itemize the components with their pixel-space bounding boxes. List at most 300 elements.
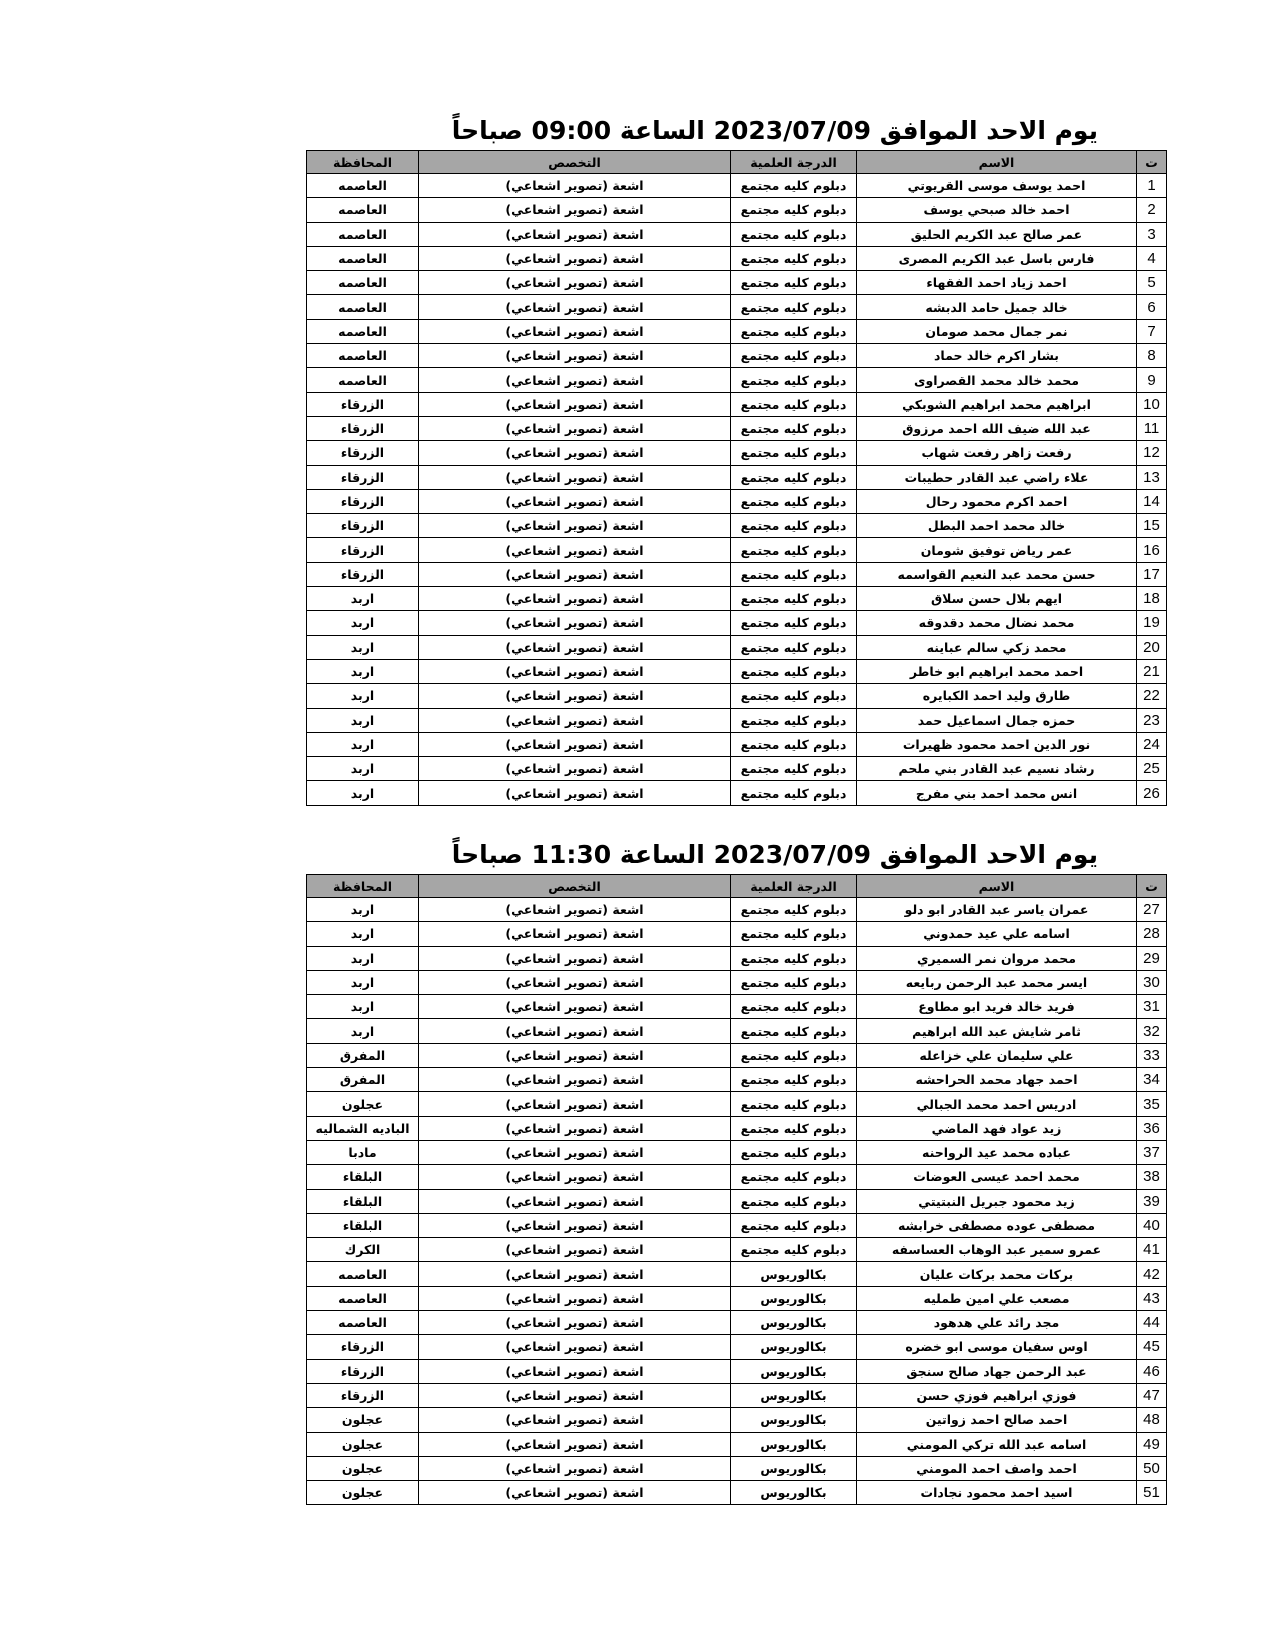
cell-governorate: البلقاء — [307, 1165, 419, 1189]
cell-specialty: اشعة (تصوير اشعاعي) — [419, 1165, 731, 1189]
cell-num: 11 — [1137, 416, 1167, 440]
cell-name: ادريس احمد محمد الجبالي — [857, 1092, 1137, 1116]
table-row — [307, 562, 1167, 586]
cell-name: اسامه علي عيد حمدوني — [857, 922, 1137, 946]
table-row — [307, 1140, 1167, 1164]
cell-governorate: الزرقاء — [307, 562, 419, 586]
cell-specialty: اشعة (تصوير اشعاعي) — [419, 635, 731, 659]
table-row — [307, 1311, 1167, 1335]
cell-num: 13 — [1137, 465, 1167, 489]
session-1-table — [306, 150, 1167, 806]
cell-name: عمرو سمير عبد الوهاب العساسفه — [857, 1238, 1137, 1262]
table-row — [307, 1481, 1167, 1505]
cell-num: 48 — [1137, 1408, 1167, 1432]
table-row — [307, 392, 1167, 416]
cell-degree: بكالوريوس — [731, 1359, 857, 1383]
cell-governorate: العاصمه — [307, 344, 419, 368]
cell-specialty: اشعة (تصوير اشعاعي) — [419, 441, 731, 465]
cell-governorate: الزرقاء — [307, 538, 419, 562]
cell-degree: دبلوم كليه مجتمع — [731, 1019, 857, 1043]
cell-specialty: اشعة (تصوير اشعاعي) — [419, 222, 731, 246]
cell-num: 6 — [1137, 295, 1167, 319]
cell-specialty: اشعة (تصوير اشعاعي) — [419, 1383, 731, 1407]
cell-num: 26 — [1137, 781, 1167, 805]
cell-degree: دبلوم كليه مجتمع — [731, 635, 857, 659]
cell-degree: دبلوم كليه مجتمع — [731, 898, 857, 922]
table-row — [307, 1456, 1167, 1480]
cell-num: 2 — [1137, 198, 1167, 222]
header-degree: الدرجة العلمية — [731, 151, 857, 174]
cell-specialty: اشعة (تصوير اشعاعي) — [419, 1359, 731, 1383]
table-row — [307, 1019, 1167, 1043]
cell-governorate: الزرقاء — [307, 392, 419, 416]
cell-specialty: اشعة (تصوير اشعاعي) — [419, 898, 731, 922]
cell-num: 24 — [1137, 732, 1167, 756]
cell-specialty: اشعة (تصوير اشعاعي) — [419, 392, 731, 416]
cell-num: 12 — [1137, 441, 1167, 465]
cell-degree: دبلوم كليه مجتمع — [731, 1238, 857, 1262]
session-1 — [306, 112, 1166, 806]
cell-num: 49 — [1137, 1432, 1167, 1456]
cell-specialty: اشعة (تصوير اشعاعي) — [419, 1335, 731, 1359]
cell-specialty: اشعة (تصوير اشعاعي) — [419, 1043, 731, 1067]
cell-num: 39 — [1137, 1189, 1167, 1213]
cell-degree: دبلوم كليه مجتمع — [731, 392, 857, 416]
cell-num: 47 — [1137, 1383, 1167, 1407]
session-2-rows — [307, 898, 1167, 1505]
cell-specialty: اشعة (تصوير اشعاعي) — [419, 1213, 731, 1237]
table-row — [307, 1189, 1167, 1213]
cell-num: 10 — [1137, 392, 1167, 416]
cell-specialty: اشعة (تصوير اشعاعي) — [419, 922, 731, 946]
cell-governorate: اربد — [307, 757, 419, 781]
table-row — [307, 416, 1167, 440]
cell-governorate: عجلون — [307, 1432, 419, 1456]
cell-name: حسن محمد عبد النعيم القواسمه — [857, 562, 1137, 586]
cell-num: 29 — [1137, 946, 1167, 970]
cell-num: 3 — [1137, 222, 1167, 246]
cell-governorate: اربد — [307, 781, 419, 805]
cell-name: مجد رائد علي هدهود — [857, 1311, 1137, 1335]
cell-name: ايسر محمد عبد الرحمن ربايعه — [857, 970, 1137, 994]
table-row — [307, 995, 1167, 1019]
cell-name: فارس باسل عبد الكريم المصرى — [857, 246, 1137, 270]
cell-governorate: اربد — [307, 635, 419, 659]
table-row — [307, 174, 1167, 198]
table-row — [307, 368, 1167, 392]
table-row — [307, 1383, 1167, 1407]
table-row — [307, 1286, 1167, 1310]
cell-specialty: اشعة (تصوير اشعاعي) — [419, 514, 731, 538]
cell-name: بركات محمد بركات عليان — [857, 1262, 1137, 1286]
table-row — [307, 441, 1167, 465]
cell-name: محمد احمد عيسى العوضات — [857, 1165, 1137, 1189]
cell-num: 22 — [1137, 684, 1167, 708]
cell-name: علاء راضي عبد القادر حطيبات — [857, 465, 1137, 489]
cell-specialty: اشعة (تصوير اشعاعي) — [419, 1140, 731, 1164]
cell-governorate: اربد — [307, 587, 419, 611]
cell-name: مصعب علي امين طمليه — [857, 1286, 1137, 1310]
cell-specialty: اشعة (تصوير اشعاعي) — [419, 995, 731, 1019]
cell-governorate: الزرقاء — [307, 1335, 419, 1359]
table-row — [307, 246, 1167, 270]
cell-name: احمد يوسف موسى القريوتي — [857, 174, 1137, 198]
header-specialty: التخصص — [419, 875, 731, 898]
table-row — [307, 271, 1167, 295]
table-row — [307, 295, 1167, 319]
cell-governorate: الزرقاء — [307, 441, 419, 465]
cell-num: 27 — [1137, 898, 1167, 922]
cell-num: 14 — [1137, 489, 1167, 513]
cell-specialty: اشعة (تصوير اشعاعي) — [419, 465, 731, 489]
cell-degree: دبلوم كليه مجتمع — [731, 295, 857, 319]
cell-name: احمد زياد احمد الفقهاء — [857, 271, 1137, 295]
table-row — [307, 635, 1167, 659]
cell-governorate: العاصمه — [307, 368, 419, 392]
cell-name: عباده محمد عيد الرواحنه — [857, 1140, 1137, 1164]
cell-num: 16 — [1137, 538, 1167, 562]
cell-specialty: اشعة (تصوير اشعاعي) — [419, 1019, 731, 1043]
session-1-title: يوم الاحد الموافق 2023/07/09 الساعة 09:00 صباحاً — [451, 116, 1098, 145]
table-row — [307, 1432, 1167, 1456]
header-governorate: المحافظة — [307, 875, 419, 898]
table-row — [307, 1335, 1167, 1359]
cell-governorate: العاصمه — [307, 319, 419, 343]
cell-degree: بكالوريوس — [731, 1286, 857, 1310]
cell-governorate: اربد — [307, 659, 419, 683]
cell-specialty: اشعة (تصوير اشعاعي) — [419, 708, 731, 732]
cell-name: انس محمد احمد بني مفرج — [857, 781, 1137, 805]
cell-degree: دبلوم كليه مجتمع — [731, 684, 857, 708]
cell-specialty: اشعة (تصوير اشعاعي) — [419, 1432, 731, 1456]
cell-num: 44 — [1137, 1311, 1167, 1335]
table-row — [307, 1359, 1167, 1383]
cell-governorate: العاصمه — [307, 198, 419, 222]
cell-degree: دبلوم كليه مجتمع — [731, 198, 857, 222]
cell-degree: دبلوم كليه مجتمع — [731, 465, 857, 489]
cell-num: 25 — [1137, 757, 1167, 781]
cell-degree: بكالوريوس — [731, 1408, 857, 1432]
cell-governorate: اربد — [307, 995, 419, 1019]
cell-degree: دبلوم كليه مجتمع — [731, 611, 857, 635]
cell-degree: دبلوم كليه مجتمع — [731, 368, 857, 392]
cell-num: 31 — [1137, 995, 1167, 1019]
cell-governorate: العاصمه — [307, 222, 419, 246]
table-row — [307, 489, 1167, 513]
cell-name: احمد محمد ابراهيم ابو خاطر — [857, 659, 1137, 683]
table-row — [307, 708, 1167, 732]
cell-specialty: اشعة (تصوير اشعاعي) — [419, 1238, 731, 1262]
cell-governorate: العاصمه — [307, 174, 419, 198]
cell-governorate: مادبا — [307, 1140, 419, 1164]
cell-degree: دبلوم كليه مجتمع — [731, 514, 857, 538]
cell-degree: دبلوم كليه مجتمع — [731, 708, 857, 732]
cell-specialty: اشعة (تصوير اشعاعي) — [419, 1189, 731, 1213]
cell-name: طارق وليد احمد الكبايره — [857, 684, 1137, 708]
cell-specialty: اشعة (تصوير اشعاعي) — [419, 1286, 731, 1310]
cell-name: رشاد نسيم عبد القادر بني ملحم — [857, 757, 1137, 781]
cell-num: 50 — [1137, 1456, 1167, 1480]
cell-specialty: اشعة (تصوير اشعاعي) — [419, 489, 731, 513]
cell-num: 42 — [1137, 1262, 1167, 1286]
cell-specialty: اشعة (تصوير اشعاعي) — [419, 781, 731, 805]
cell-governorate: الزرقاء — [307, 416, 419, 440]
cell-num: 1 — [1137, 174, 1167, 198]
cell-num: 9 — [1137, 368, 1167, 392]
cell-specialty: اشعة (تصوير اشعاعي) — [419, 368, 731, 392]
cell-num: 21 — [1137, 659, 1167, 683]
header-governorate: المحافظة — [307, 151, 419, 174]
cell-specialty: اشعة (تصوير اشعاعي) — [419, 538, 731, 562]
cell-name: مصطفى عوده مصطفى خرابشه — [857, 1213, 1137, 1237]
cell-degree: دبلوم كليه مجتمع — [731, 995, 857, 1019]
cell-name: عمر صالح عبد الكريم الحليق — [857, 222, 1137, 246]
cell-degree: بكالوريوس — [731, 1383, 857, 1407]
cell-degree: دبلوم كليه مجتمع — [731, 659, 857, 683]
session-2 — [306, 836, 1166, 1505]
cell-name: خالد محمد احمد البطل — [857, 514, 1137, 538]
cell-governorate: العاصمه — [307, 295, 419, 319]
cell-name: فريد خالد فريد ابو مطاوع — [857, 995, 1137, 1019]
cell-specialty: اشعة (تصوير اشعاعي) — [419, 562, 731, 586]
cell-specialty: اشعة (تصوير اشعاعي) — [419, 946, 731, 970]
cell-name: فوزي ابراهيم فوزي حسن — [857, 1383, 1137, 1407]
cell-degree: دبلوم كليه مجتمع — [731, 1043, 857, 1067]
cell-specialty: اشعة (تصوير اشعاعي) — [419, 970, 731, 994]
cell-specialty: اشعة (تصوير اشعاعي) — [419, 416, 731, 440]
cell-governorate: الزرقاء — [307, 1359, 419, 1383]
cell-governorate: اربد — [307, 732, 419, 756]
cell-governorate: اربد — [307, 898, 419, 922]
cell-name: احمد جهاد محمد الحراحشه — [857, 1068, 1137, 1092]
header-name: الاسم — [857, 875, 1137, 898]
cell-specialty: اشعة (تصوير اشعاعي) — [419, 344, 731, 368]
cell-num: 32 — [1137, 1019, 1167, 1043]
table-row — [307, 344, 1167, 368]
cell-specialty: اشعة (تصوير اشعاعي) — [419, 174, 731, 198]
cell-name: محمد خالد محمد القصراوى — [857, 368, 1137, 392]
cell-name: زيد عواد فهد الماضي — [857, 1116, 1137, 1140]
cell-specialty: اشعة (تصوير اشعاعي) — [419, 1408, 731, 1432]
cell-name: ابراهيم محمد ابراهيم الشوبكي — [857, 392, 1137, 416]
cell-degree: دبلوم كليه مجتمع — [731, 246, 857, 270]
table-row — [307, 946, 1167, 970]
cell-name: احمد اكرم محمود رحال — [857, 489, 1137, 513]
cell-governorate: الباديه الشماليه — [307, 1116, 419, 1140]
table-row — [307, 970, 1167, 994]
cell-num: 18 — [1137, 587, 1167, 611]
cell-num: 33 — [1137, 1043, 1167, 1067]
cell-name: محمد نضال محمد دقدوقه — [857, 611, 1137, 635]
cell-num: 46 — [1137, 1359, 1167, 1383]
table-row — [307, 514, 1167, 538]
cell-governorate: المفرق — [307, 1068, 419, 1092]
table-row — [307, 319, 1167, 343]
cell-specialty: اشعة (تصوير اشعاعي) — [419, 1092, 731, 1116]
table-row — [307, 757, 1167, 781]
header-num: ت — [1137, 875, 1167, 898]
table-row — [307, 1165, 1167, 1189]
cell-num: 37 — [1137, 1140, 1167, 1164]
cell-num: 43 — [1137, 1286, 1167, 1310]
cell-name: زيد محمود جبريل النبتيتي — [857, 1189, 1137, 1213]
cell-name: خالد جميل حامد الدبشه — [857, 295, 1137, 319]
table-row — [307, 465, 1167, 489]
cell-degree: بكالوريوس — [731, 1311, 857, 1335]
cell-degree: دبلوم كليه مجتمع — [731, 1165, 857, 1189]
cell-degree: بكالوريوس — [731, 1335, 857, 1359]
table-header-row — [307, 151, 1167, 174]
cell-num: 5 — [1137, 271, 1167, 295]
cell-degree: دبلوم كليه مجتمع — [731, 1140, 857, 1164]
cell-name: حمزه جمال اسماعيل حمد — [857, 708, 1137, 732]
cell-specialty: اشعة (تصوير اشعاعي) — [419, 319, 731, 343]
header-num: ت — [1137, 151, 1167, 174]
cell-specialty: اشعة (تصوير اشعاعي) — [419, 1262, 731, 1286]
cell-degree: دبلوم كليه مجتمع — [731, 174, 857, 198]
table-row — [307, 1238, 1167, 1262]
cell-specialty: اشعة (تصوير اشعاعي) — [419, 611, 731, 635]
cell-degree: بكالوريوس — [731, 1432, 857, 1456]
cell-name: احمد صالح احمد زواتين — [857, 1408, 1137, 1432]
table-row — [307, 898, 1167, 922]
cell-degree: دبلوم كليه مجتمع — [731, 562, 857, 586]
cell-governorate: اربد — [307, 684, 419, 708]
cell-name: عبد الرحمن جهاد صالح سنجق — [857, 1359, 1137, 1383]
cell-governorate: عجلون — [307, 1092, 419, 1116]
cell-degree: دبلوم كليه مجتمع — [731, 222, 857, 246]
cell-governorate: اربد — [307, 922, 419, 946]
cell-specialty: اشعة (تصوير اشعاعي) — [419, 1481, 731, 1505]
table-row — [307, 922, 1167, 946]
cell-governorate: الزرقاء — [307, 465, 419, 489]
cell-governorate: البلقاء — [307, 1189, 419, 1213]
cell-degree: دبلوم كليه مجتمع — [731, 732, 857, 756]
cell-specialty: اشعة (تصوير اشعاعي) — [419, 271, 731, 295]
session-2-title: يوم الاحد الموافق 2023/07/09 الساعة 11:30 صباحاً — [451, 840, 1098, 869]
table-row — [307, 1116, 1167, 1140]
cell-name: ايهم بلال حسن سلاق — [857, 587, 1137, 611]
cell-specialty: اشعة (تصوير اشعاعي) — [419, 757, 731, 781]
cell-num: 15 — [1137, 514, 1167, 538]
cell-num: 23 — [1137, 708, 1167, 732]
cell-specialty: اشعة (تصوير اشعاعي) — [419, 1456, 731, 1480]
table-row — [307, 611, 1167, 635]
table-row — [307, 1043, 1167, 1067]
table-row — [307, 198, 1167, 222]
cell-governorate: العاصمه — [307, 1262, 419, 1286]
cell-num: 36 — [1137, 1116, 1167, 1140]
table-row — [307, 732, 1167, 756]
table-row — [307, 659, 1167, 683]
cell-name: محمد مروان نمر السميري — [857, 946, 1137, 970]
cell-num: 30 — [1137, 970, 1167, 994]
header-degree: الدرجة العلمية — [731, 875, 857, 898]
cell-name: احمد واصف احمد المومني — [857, 1456, 1137, 1480]
cell-specialty: اشعة (تصوير اشعاعي) — [419, 732, 731, 756]
cell-name: محمد زكي سالم عباينه — [857, 635, 1137, 659]
cell-degree: بكالوريوس — [731, 1262, 857, 1286]
cell-specialty: اشعة (تصوير اشعاعي) — [419, 684, 731, 708]
cell-specialty: اشعة (تصوير اشعاعي) — [419, 246, 731, 270]
cell-num: 20 — [1137, 635, 1167, 659]
cell-num: 51 — [1137, 1481, 1167, 1505]
cell-specialty: اشعة (تصوير اشعاعي) — [419, 198, 731, 222]
cell-degree: بكالوريوس — [731, 1456, 857, 1480]
cell-governorate: الكرك — [307, 1238, 419, 1262]
table-row — [307, 587, 1167, 611]
session-2-table — [306, 874, 1167, 1505]
cell-governorate: العاصمه — [307, 246, 419, 270]
cell-degree: دبلوم كليه مجتمع — [731, 344, 857, 368]
cell-specialty: اشعة (تصوير اشعاعي) — [419, 659, 731, 683]
cell-degree: دبلوم كليه مجتمع — [731, 1189, 857, 1213]
cell-governorate: عجلون — [307, 1456, 419, 1480]
cell-name: عمر رياض توفيق شومان — [857, 538, 1137, 562]
cell-governorate: العاصمه — [307, 271, 419, 295]
cell-name: احمد خالد صبحي يوسف — [857, 198, 1137, 222]
table-row — [307, 684, 1167, 708]
cell-degree: دبلوم كليه مجتمع — [731, 441, 857, 465]
cell-governorate: الزرقاء — [307, 514, 419, 538]
cell-name: اسيد احمد محمود نجادات — [857, 1481, 1137, 1505]
cell-specialty: اشعة (تصوير اشعاعي) — [419, 295, 731, 319]
cell-degree: دبلوم كليه مجتمع — [731, 538, 857, 562]
table-row — [307, 222, 1167, 246]
cell-name: بشار اكرم خالد حماد — [857, 344, 1137, 368]
cell-num: 19 — [1137, 611, 1167, 635]
cell-name: نور الدين احمد محمود ظهيرات — [857, 732, 1137, 756]
cell-degree: دبلوم كليه مجتمع — [731, 587, 857, 611]
cell-governorate: اربد — [307, 1019, 419, 1043]
header-name: الاسم — [857, 151, 1137, 174]
header-specialty: التخصص — [419, 151, 731, 174]
cell-degree: دبلوم كليه مجتمع — [731, 922, 857, 946]
cell-name: ثامر شايش عبد الله ابراهيم — [857, 1019, 1137, 1043]
cell-governorate: العاصمه — [307, 1286, 419, 1310]
cell-degree: دبلوم كليه مجتمع — [731, 1092, 857, 1116]
cell-num: 8 — [1137, 344, 1167, 368]
cell-num: 41 — [1137, 1238, 1167, 1262]
cell-governorate: الزرقاء — [307, 489, 419, 513]
cell-degree: دبلوم كليه مجتمع — [731, 416, 857, 440]
cell-degree: دبلوم كليه مجتمع — [731, 946, 857, 970]
cell-num: 28 — [1137, 922, 1167, 946]
cell-degree: دبلوم كليه مجتمع — [731, 1068, 857, 1092]
cell-specialty: اشعة (تصوير اشعاعي) — [419, 1116, 731, 1140]
cell-specialty: اشعة (تصوير اشعاعي) — [419, 587, 731, 611]
cell-governorate: المفرق — [307, 1043, 419, 1067]
cell-degree: دبلوم كليه مجتمع — [731, 271, 857, 295]
table-row — [307, 781, 1167, 805]
cell-governorate: عجلون — [307, 1408, 419, 1432]
cell-governorate: اربد — [307, 708, 419, 732]
cell-governorate: العاصمه — [307, 1311, 419, 1335]
cell-num: 45 — [1137, 1335, 1167, 1359]
session-1-rows — [307, 174, 1167, 806]
table-row — [307, 1408, 1167, 1432]
cell-governorate: البلقاء — [307, 1213, 419, 1237]
cell-name: اوس سفيان موسى ابو خضره — [857, 1335, 1137, 1359]
cell-governorate: اربد — [307, 970, 419, 994]
cell-degree: دبلوم كليه مجتمع — [731, 781, 857, 805]
cell-degree: دبلوم كليه مجتمع — [731, 319, 857, 343]
cell-governorate: اربد — [307, 611, 419, 635]
cell-degree: دبلوم كليه مجتمع — [731, 757, 857, 781]
table-row — [307, 1068, 1167, 1092]
cell-name: رفعت زاهر رفعت شهاب — [857, 441, 1137, 465]
cell-degree: دبلوم كليه مجتمع — [731, 1213, 857, 1237]
